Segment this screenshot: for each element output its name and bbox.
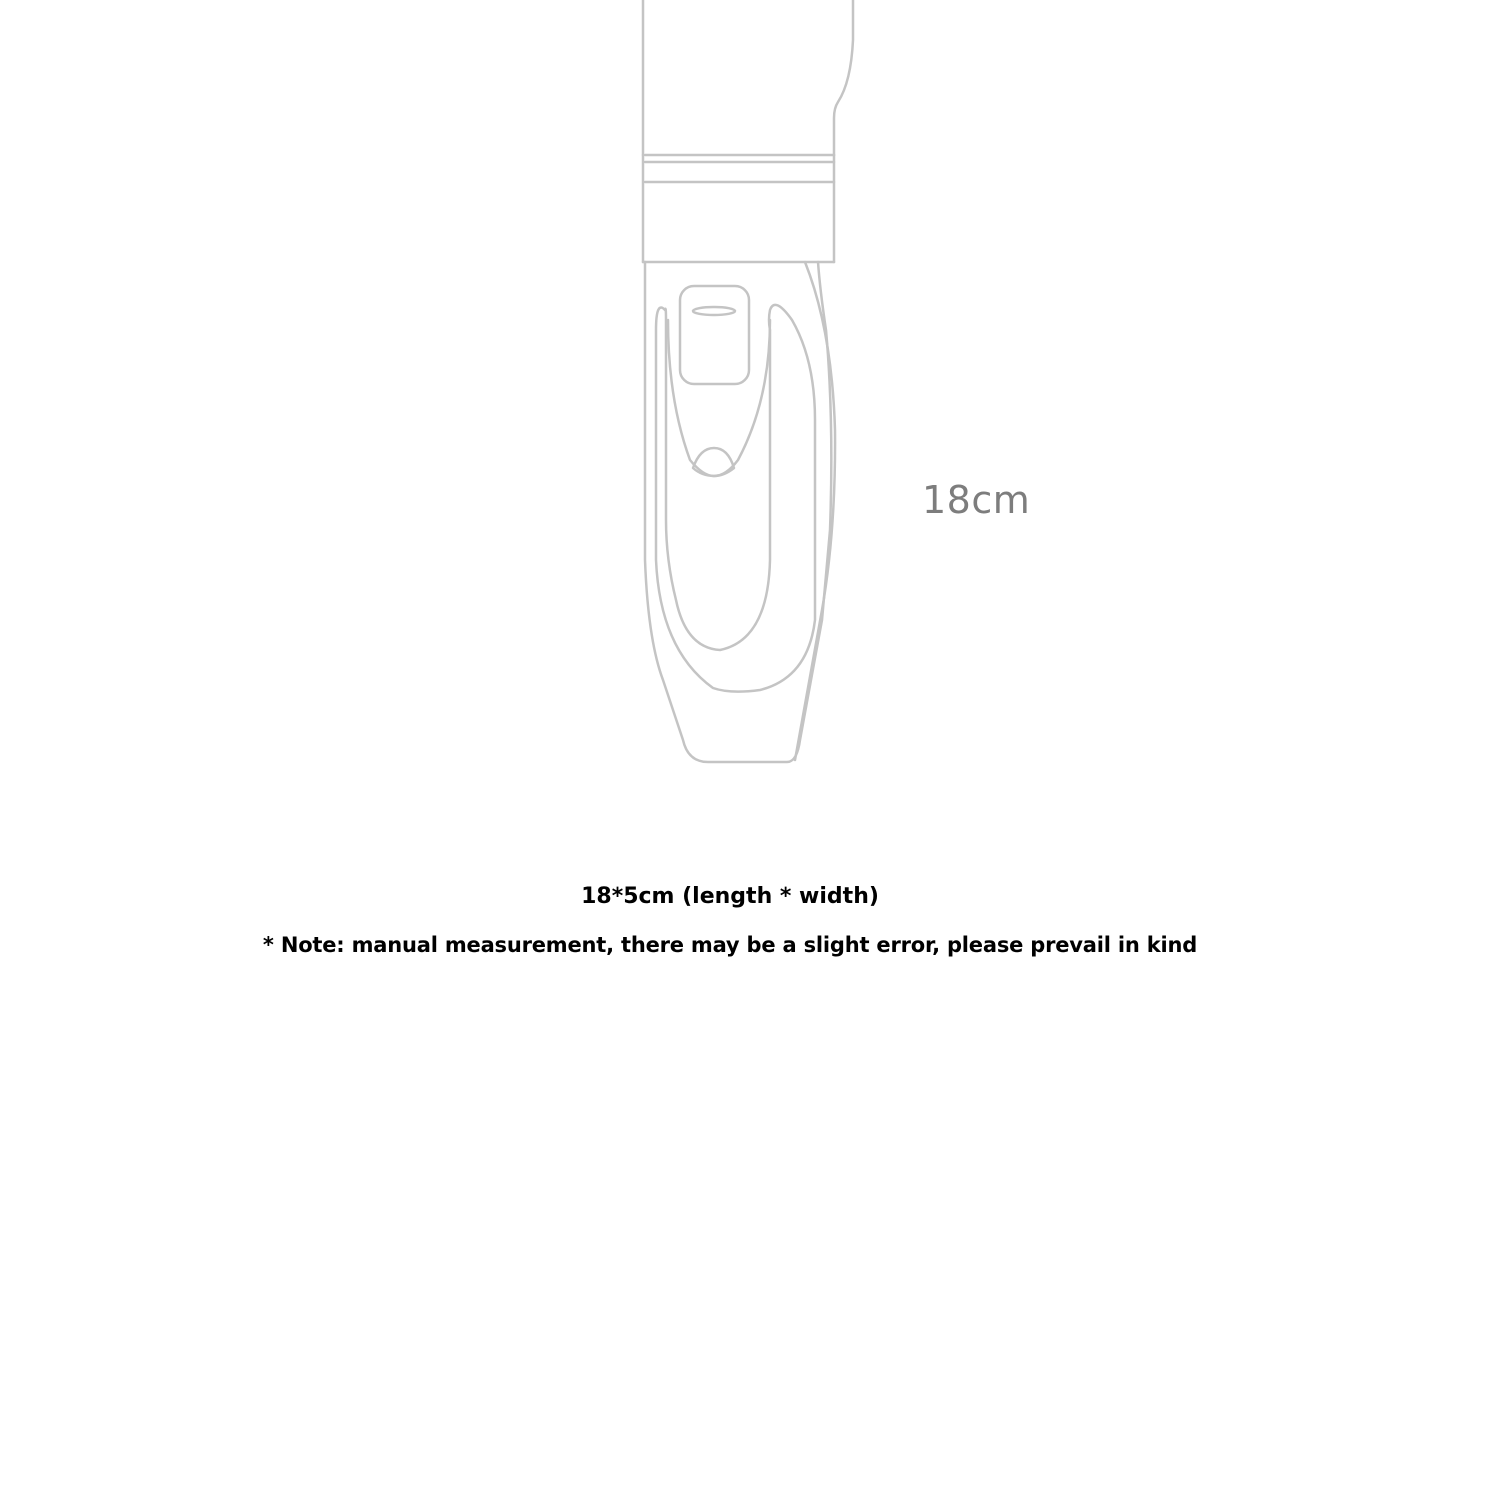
clipper-top-housing	[643, 0, 853, 155]
length-dimension-label: 18cm	[922, 478, 1031, 522]
clipper-collar-band	[643, 155, 834, 262]
size-caption: 18*5cm (length * width)	[581, 884, 879, 909]
clipper-body-outline	[645, 262, 831, 762]
power-switch	[680, 286, 749, 384]
clipper-inner-tongue	[668, 320, 770, 476]
indicator-light	[693, 448, 734, 476]
power-switch-slot	[693, 307, 735, 315]
measurement-note: * Note: manual measurement, there may be a slight error, please prevail in kind	[262, 933, 1198, 957]
